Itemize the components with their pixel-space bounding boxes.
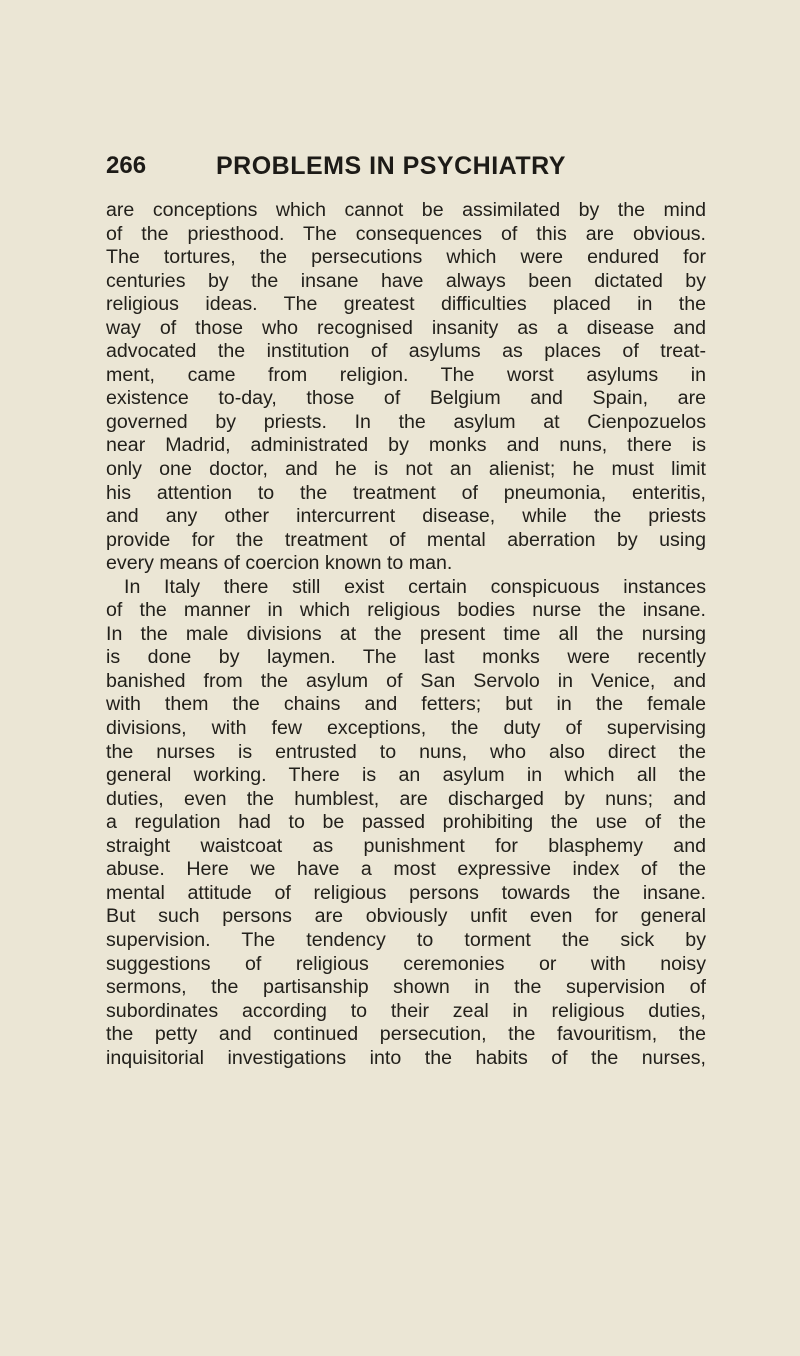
text-line: provide for the treatment of mental aberration by using (106, 528, 706, 551)
paragraph-start-line: In Italy there still exist certain conspicuous instances (124, 575, 706, 598)
text-line: is done by laymen. The last monks were recently (106, 646, 706, 669)
text-line: only one doctor, and he is not an alienist; he must limit (106, 458, 706, 481)
text-line: the petty and continued persecution, the favouritism, the (106, 1023, 706, 1046)
text-line: way of those who recognised insanity as a disease and (106, 316, 706, 339)
text-line: with them the chains and fetters; but in the female (106, 693, 706, 716)
paragraph-end-line: every means of coercion known to man. (106, 552, 453, 575)
text-line: centuries by the insane have always been dictated by (106, 269, 706, 292)
text-line: duties, even the humblest, are discharged by nuns; and (106, 787, 706, 810)
text-line: suggestions of religious ceremonies or with noisy (106, 952, 706, 975)
text-line: the nurses is entrusted to nuns, who also direct the (106, 740, 706, 763)
body-text (106, 199, 706, 1070)
text-line: ment, came from religion. The worst asylums in (106, 363, 706, 386)
text-line: supervision. The tendency to torment the sick by (106, 928, 706, 951)
text-line: his attention to the treatment of pneumonia, enteritis, (106, 481, 706, 504)
text-line: sermons, the partisanship shown in the supervision of (106, 976, 706, 999)
text-line: mental attitude of religious persons towards the insane. (106, 881, 706, 904)
text-line: divisions, with few exceptions, the duty of supervising (106, 717, 706, 740)
text-line: subordinates according to their zeal in religious duties, (106, 999, 706, 1022)
text-line: inquisitorial investigations into the habits of the nurses, (106, 1046, 706, 1069)
text-line: religious ideas. The greatest difficulties placed in the (106, 293, 706, 316)
text-line: The tortures, the persecutions which were endured for (106, 246, 706, 269)
running-head (106, 152, 706, 182)
text-line: of the manner in which religious bodies nurse the insane. (106, 599, 706, 622)
text-line: general working. There is an asylum in which all the (106, 764, 706, 787)
text-line: existence to-day, those of Belgium and Spain, are (106, 387, 706, 410)
page-number: 266 (106, 152, 147, 179)
text-line: straight waistcoat as punishment for blasphemy and (106, 834, 706, 857)
text-line: In the male divisions at the present time all the nursing (106, 622, 706, 645)
running-title: PROBLEMS IN PSYCHIATRY (216, 152, 566, 180)
text-line: are conceptions which cannot be assimilated by the mind (106, 199, 706, 221)
text-line: a regulation had to be passed prohibiting the use of the (106, 811, 706, 834)
text-line: and any other intercurrent disease, while the priests (106, 505, 706, 528)
text-line: abuse. Here we have a most expressive index of the (106, 858, 706, 881)
text-line: of the priesthood. The consequences of this are obvious. (106, 222, 706, 245)
text-line: banished from the asylum of San Servolo in Venice, and (106, 669, 706, 692)
text-line: governed by priests. In the asylum at Cienpozuelos (106, 410, 706, 433)
text-line: But such persons are obviously unfit even for general (106, 905, 706, 928)
text-line: advocated the institution of asylums as places of treat- (106, 340, 706, 363)
text-line: near Madrid, administrated by monks and nuns, there is (106, 434, 706, 457)
